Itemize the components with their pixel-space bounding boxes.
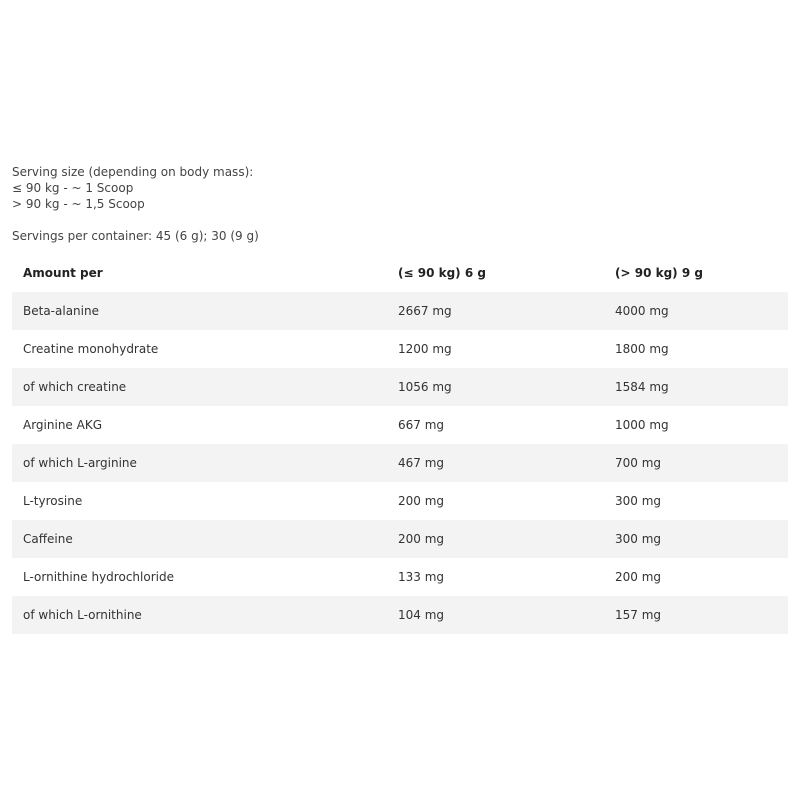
serving-size-label: Serving size (depending on body mass): <box>12 165 254 179</box>
supplement-facts-table <box>12 254 788 634</box>
ingredient-name: of which L-arginine <box>12 444 387 482</box>
table-row <box>12 558 788 596</box>
amount-high: 300 mg <box>604 520 788 558</box>
table-row <box>12 444 788 482</box>
amount-low: 667 mg <box>387 406 604 444</box>
table-row <box>12 520 788 558</box>
table-header-row <box>12 254 788 292</box>
table-row <box>12 330 788 368</box>
amount-high: 1800 mg <box>604 330 788 368</box>
amount-low: 1200 mg <box>387 330 604 368</box>
amount-low: 200 mg <box>387 482 604 520</box>
ingredient-name: L-tyrosine <box>12 482 387 520</box>
amount-low: 2667 mg <box>387 292 604 330</box>
amount-low: 104 mg <box>387 596 604 634</box>
serving-info <box>12 164 259 244</box>
table-row <box>12 406 788 444</box>
ingredient-name: Creatine monohydrate <box>12 330 387 368</box>
table-row <box>12 368 788 406</box>
amount-high: 200 mg <box>604 558 788 596</box>
ingredient-name: of which L-ornithine <box>12 596 387 634</box>
amount-low: 1056 mg <box>387 368 604 406</box>
ingredient-name: L-ornithine hydrochloride <box>12 558 387 596</box>
amount-high: 1584 mg <box>604 368 788 406</box>
ingredient-name: Caffeine <box>12 520 387 558</box>
table-row <box>12 292 788 330</box>
amount-low: 133 mg <box>387 558 604 596</box>
table-row <box>12 596 788 634</box>
amount-high: 700 mg <box>604 444 788 482</box>
ingredient-name: Beta-alanine <box>12 292 387 330</box>
table-row <box>12 482 788 520</box>
ingredient-name: Arginine AKG <box>12 406 387 444</box>
amount-high: 157 mg <box>604 596 788 634</box>
header-amount-per: Amount per <box>23 266 103 280</box>
amount-high: 4000 mg <box>604 292 788 330</box>
serving-high-mass: > 90 kg - ~ 1,5 Scoop <box>12 197 145 211</box>
header-high-mass-serving: (> 90 kg) 9 g <box>615 266 703 280</box>
servings-per-container: Servings per container: 45 (6 g); 30 (9 g) <box>12 229 259 243</box>
ingredient-name: of which creatine <box>12 368 387 406</box>
spacer <box>12 212 259 228</box>
amount-high: 300 mg <box>604 482 788 520</box>
amount-low: 200 mg <box>387 520 604 558</box>
header-low-mass-serving: (≤ 90 kg) 6 g <box>398 266 486 280</box>
amount-low: 467 mg <box>387 444 604 482</box>
amount-high: 1000 mg <box>604 406 788 444</box>
serving-low-mass: ≤ 90 kg - ~ 1 Scoop <box>12 181 134 195</box>
